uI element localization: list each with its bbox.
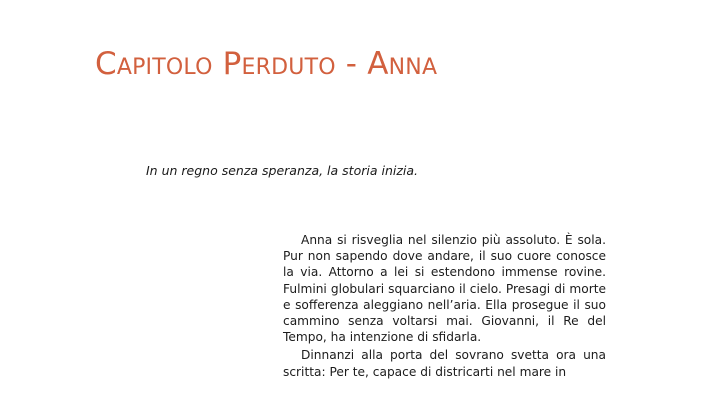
chapter-title: Capitolo Perduto - Anna: [95, 46, 438, 82]
chapter-body: [283, 232, 606, 382]
body-paragraph-2: Dinnanzi alla porta del sovrano svetta ora una scritta: Per te, capace di districarti nel mare in: [283, 348, 606, 379]
body-paragraph-1: Anna si risveglia nel silenzio più assoluto. È sola. Pur non sapendo dove andare, il suo cuore conosce la via. Attorno a lei si estendono immense rovine. Fulmini globulari squarciano il cielo. Presagi di morte e sofferenza aleggiano nell’aria. Ella prosegue il suo cammino senza voltarsi mai. Giovanni, il Re del Tempo, ha intenzione di sfidarla.: [283, 233, 606, 345]
chapter-epigraph: In un regno senza speranza, la storia inizia.: [146, 163, 419, 178]
